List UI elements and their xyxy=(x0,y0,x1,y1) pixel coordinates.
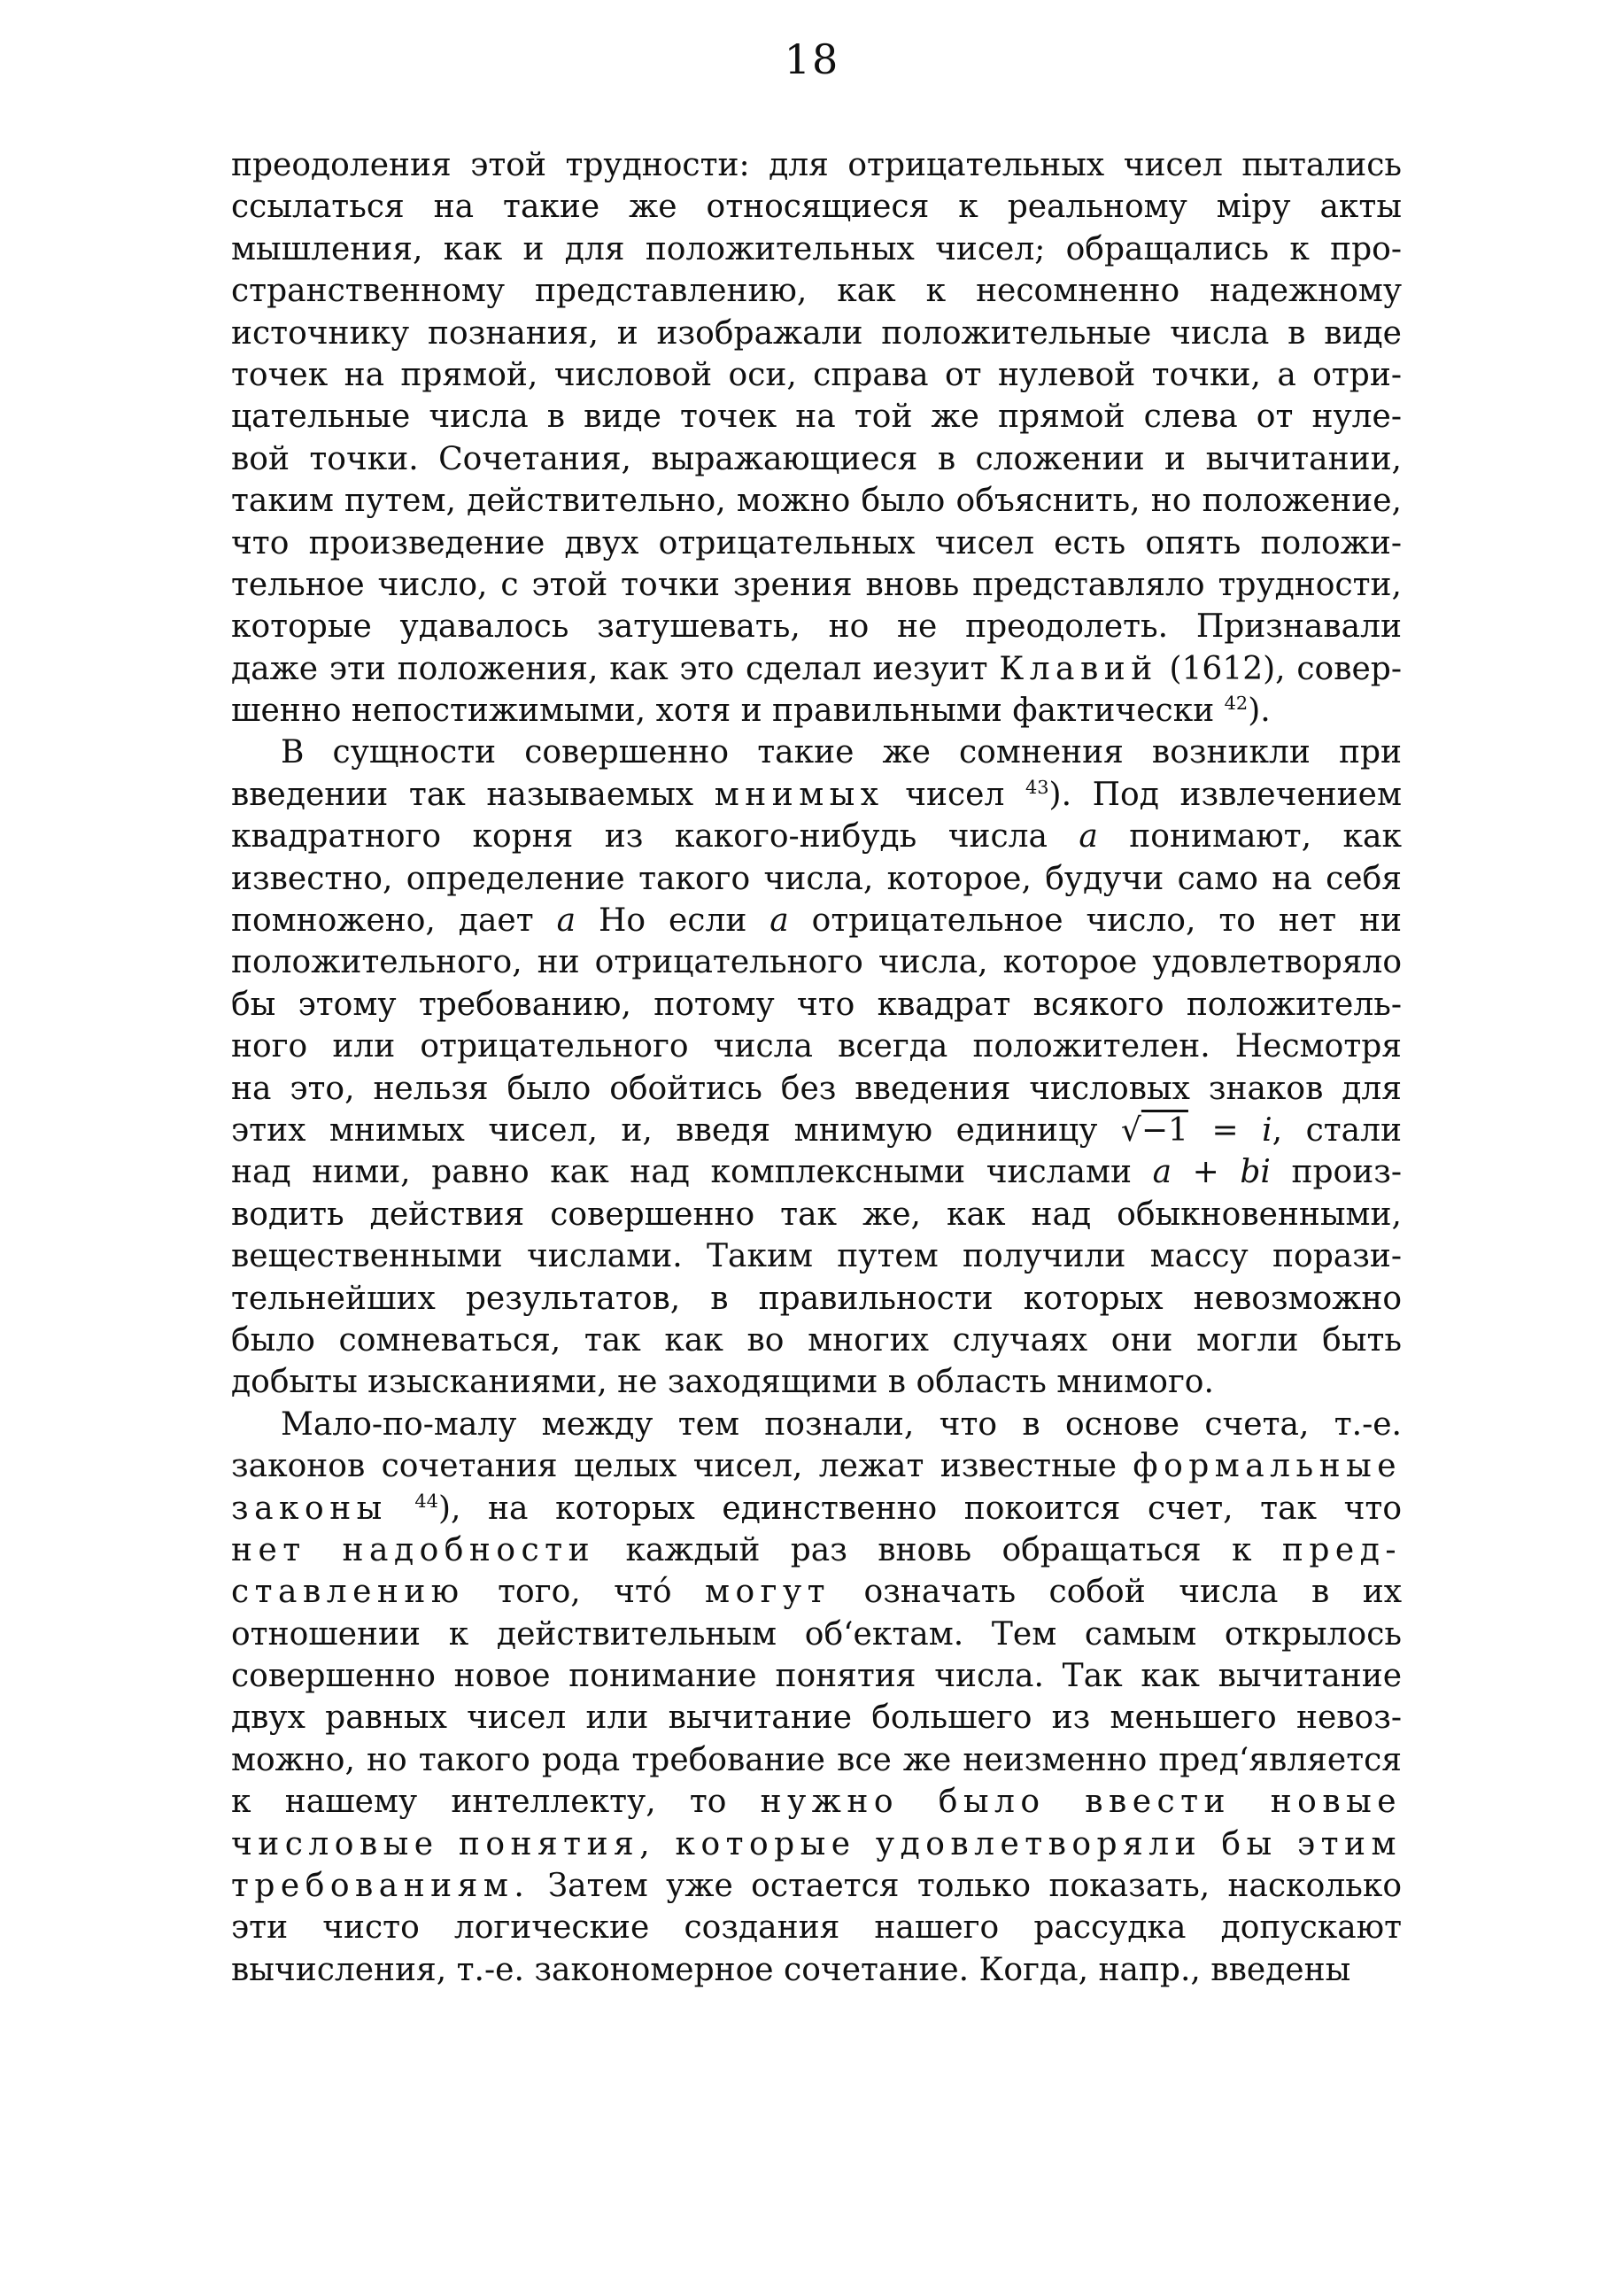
text-line xyxy=(231,1194,1402,1235)
text-line xyxy=(231,900,1402,941)
text-line xyxy=(231,480,1402,522)
text-line xyxy=(231,1823,1402,1865)
text-segment: совершенно новое понимание понятия числа. Так как вычитание xyxy=(231,1658,1402,1695)
text-segment: шенно непостижимыми, хотя и правильными фактически xyxy=(231,693,1225,730)
text-line xyxy=(231,648,1402,690)
text-segment: помножено, дает xyxy=(231,902,557,940)
text-segment: законы xyxy=(231,1490,388,1527)
text-segment: преодоления этой трудности: для отрицательных чисел пытались xyxy=(231,147,1402,183)
text-line xyxy=(231,1781,1402,1823)
text-segment: В сущности совершенно такие же сомнения возникли при xyxy=(281,734,1402,771)
paragraph xyxy=(231,144,1402,732)
text-segment: Клавий xyxy=(999,650,1158,687)
text-segment: законов сочетания целых чисел, лежат известные xyxy=(231,1448,1133,1485)
text-line xyxy=(231,984,1402,1026)
paragraph xyxy=(231,732,1402,1403)
text-line xyxy=(231,396,1402,437)
text-segment: ссылаться на такие же относящиеся к реальному мiру акты xyxy=(231,189,1402,226)
text-segment: вычисления, т.-е. закономерное сочетание. Когда, напр., введены xyxy=(231,1951,1351,1988)
text-line xyxy=(231,1110,1402,1151)
text-segment: формальные xyxy=(1133,1448,1402,1485)
text-segment: мнимых xyxy=(714,776,885,813)
text-segment: водить действия совершенно так же, как над обыкновенными, xyxy=(231,1196,1402,1233)
text-segment: −1 xyxy=(1141,1111,1188,1149)
text-segment: отрицательное число, то нет ни xyxy=(788,902,1403,940)
text-segment: было сомневаться, так как во многих случаях они могли быть xyxy=(231,1321,1402,1359)
text-segment: (1612), совер- xyxy=(1157,650,1403,687)
text-segment: каждый раз вновь обращаться к xyxy=(595,1531,1282,1568)
text-line xyxy=(231,1151,1402,1193)
text-segment: к нашему интеллекту, то xyxy=(231,1784,761,1821)
text-line xyxy=(231,1865,1402,1907)
text-segment: добыты изысканиями, не заходящими в область мнимого. xyxy=(231,1364,1214,1401)
text-line xyxy=(231,1026,1402,1067)
text-segment: на это, нельзя было обойтись без введения числовых знаков для xyxy=(231,1070,1402,1107)
text-line xyxy=(231,1361,1402,1403)
text-segment: чисел xyxy=(884,776,1025,813)
text-segment: пред- xyxy=(1281,1531,1402,1568)
text-segment: Мало-по-малу между тем познали, что в основе счета, т.-е. xyxy=(281,1405,1402,1443)
text-segment: которые удавалось затушевать, но не преодолеть. Признавали xyxy=(231,608,1402,646)
text-line xyxy=(231,313,1402,354)
text-segment: ), на которых единственно покоится счет, так что xyxy=(437,1490,1402,1527)
text-line xyxy=(231,1235,1402,1277)
text-segment: a xyxy=(769,902,789,940)
text-segment: требованиям. xyxy=(231,1868,530,1905)
text-segment: a xyxy=(556,902,576,940)
text-segment: точек на прямой, числовой оси, справа от нулевой точки, а отри- xyxy=(231,356,1402,393)
text-segment: того, что́ xyxy=(464,1574,706,1611)
text-segment: a xyxy=(1079,818,1098,856)
text-segment xyxy=(388,1490,415,1527)
text-line xyxy=(231,523,1402,564)
text-segment: эти чисто логические создания нашего рассудка допускают xyxy=(231,1909,1402,1947)
text-segment: тельнейших результатов, в правильности которых невозможно xyxy=(231,1280,1402,1317)
text-line xyxy=(231,732,1402,773)
text-segment: нужно было ввести новые xyxy=(760,1784,1402,1821)
text-line xyxy=(231,564,1402,606)
text-segment: i xyxy=(1262,1111,1272,1149)
paragraph xyxy=(231,1404,1402,1991)
text-segment: √ xyxy=(1120,1111,1141,1149)
text-segment: тельное число, с этой точки зрения вновь представляло трудности, xyxy=(231,566,1402,603)
text-line xyxy=(231,144,1402,186)
text-segment: отношении к действительным об‘ектам. Тем самым открылось xyxy=(231,1615,1402,1653)
text-column xyxy=(231,144,1402,1991)
text-segment: вещественными числами. Таким путем получили массу порази- xyxy=(231,1238,1402,1275)
text-segment: что произведение двух отрицательных чисел есть опять положи- xyxy=(231,524,1402,561)
text-line xyxy=(231,1739,1402,1781)
text-line xyxy=(231,228,1402,270)
footnote-ref: 42 xyxy=(1224,693,1249,715)
text-segment: двух равных чисел или вычитание большего из меньшего невоз- xyxy=(231,1699,1402,1737)
text-line xyxy=(231,1445,1402,1487)
text-segment: таким путем, действительно, можно было объяснить, но положение, xyxy=(231,483,1402,520)
text-line xyxy=(231,354,1402,396)
text-segment: бы этому требованию, потому что квадрат всякого положитель- xyxy=(231,986,1402,1023)
text-segment: даже эти положения, как это сделал иезуит xyxy=(231,650,1000,687)
text-segment: ного или отрицательного числа всегда положителен. Несмотря xyxy=(231,1028,1402,1065)
text-line xyxy=(231,606,1402,647)
text-line xyxy=(231,1404,1402,1445)
text-line xyxy=(231,1655,1402,1697)
text-segment: вой точки. Сочетания, выражающиеся в сложении и вычитании, xyxy=(231,440,1402,477)
text-line xyxy=(231,1697,1402,1738)
text-segment: введении так называемых xyxy=(231,776,715,813)
text-line xyxy=(231,1320,1402,1361)
text-line xyxy=(231,270,1402,312)
page-number: 18 xyxy=(784,35,840,83)
text-segment: мышления, как и для положительных чисел; обращались к про- xyxy=(231,230,1402,267)
text-segment: ). Под извлечением xyxy=(1048,776,1402,813)
text-segment: , стали xyxy=(1272,1111,1402,1149)
text-line xyxy=(231,1614,1402,1655)
text-segment: понимают, как xyxy=(1097,818,1402,856)
text-line xyxy=(231,1571,1402,1613)
text-segment: странственному представлению, как к несомненно надежному xyxy=(231,273,1402,310)
text-line xyxy=(231,1949,1402,1991)
text-line xyxy=(231,816,1402,857)
text-segment: положительного, ни отрицательного числа, которое удовлетворяло xyxy=(231,944,1402,981)
text-line xyxy=(231,1068,1402,1110)
text-line xyxy=(231,186,1402,228)
text-segment: a + bi xyxy=(1152,1154,1271,1191)
text-segment: Но если xyxy=(576,902,770,940)
footnote-ref: 44 xyxy=(414,1490,438,1512)
footnote-ref: 43 xyxy=(1025,776,1049,798)
text-segment: ). xyxy=(1248,693,1271,730)
text-line xyxy=(231,941,1402,983)
text-segment: над ними, равно как над комплексными числами xyxy=(231,1154,1153,1191)
text-segment: цательные числа в виде точек на той же прямой слева от нуле- xyxy=(231,399,1402,436)
text-segment: можно, но такого рода требование все же неизменно пред‘является xyxy=(231,1741,1402,1778)
text-segment: означать собой числа в их xyxy=(831,1574,1402,1611)
text-segment: произ- xyxy=(1270,1154,1402,1191)
text-segment: этих мнимых чисел, и, введя мнимую единицу xyxy=(231,1111,1121,1149)
text-segment: нет надобности xyxy=(231,1531,596,1568)
text-segment: ставлению xyxy=(231,1574,465,1611)
text-line xyxy=(231,690,1402,732)
text-line xyxy=(231,1907,1402,1948)
text-line xyxy=(231,1529,1402,1571)
text-line xyxy=(231,1488,1402,1529)
text-segment: известно, определение такого числа, которое, будучи само на себя xyxy=(231,860,1402,897)
text-segment: квадратного корня из какого-нибудь числа xyxy=(231,818,1079,856)
text-line xyxy=(231,774,1402,816)
text-segment: могут xyxy=(705,1574,831,1611)
text-line xyxy=(231,858,1402,900)
text-segment: источнику познания, и изображали положительные числа в виде xyxy=(231,314,1402,352)
text-segment: = xyxy=(1187,1111,1263,1149)
text-line xyxy=(231,438,1402,480)
text-segment: числовые понятия, которые удовлетворяли бы этим xyxy=(231,1825,1402,1862)
text-line xyxy=(231,1278,1402,1320)
text-segment: Затем уже остается только показать, насколько xyxy=(530,1868,1402,1905)
